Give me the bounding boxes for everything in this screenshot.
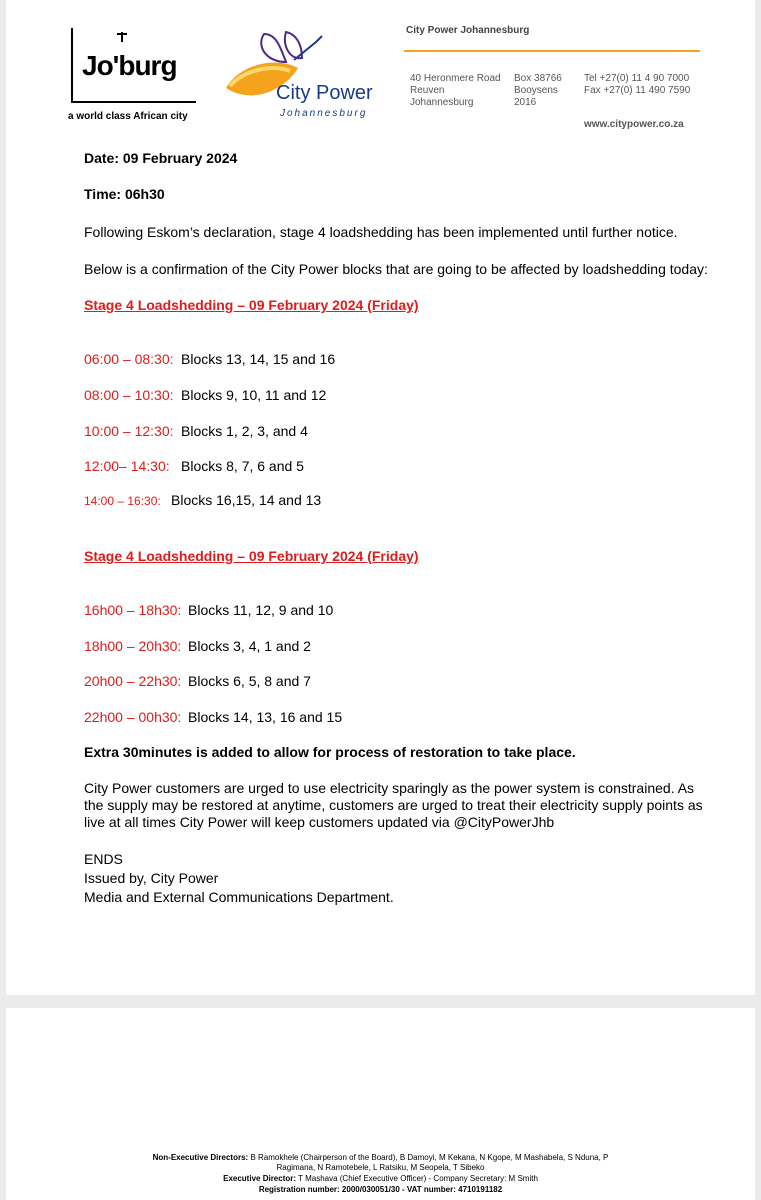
- signoff-block: [84, 850, 394, 907]
- website-link[interactable]: www.citypower.co.za: [584, 119, 684, 130]
- department: Media and External Communications Department.: [84, 889, 394, 905]
- advisory-line: the supply may be restored at anytime, customers are urged to treat their electricity supply points as: [84, 797, 703, 813]
- slot-time: 06:00 – 08:30:: [84, 351, 174, 367]
- slot-blocks: Blocks 8, 7, 6 and 5: [181, 458, 304, 474]
- fax-number: Fax +27(0) 11 490 7590: [584, 85, 691, 96]
- exec-director-line: [6, 1174, 755, 1184]
- nonexec-names: B Ramokhele (Chairperson of the Board), B Damoyi, M Kekana, N Kgope, M Mashabela, S Nduna, P: [250, 1153, 609, 1162]
- box-line: 2016: [514, 97, 537, 108]
- statement-page: [6, 0, 755, 995]
- exec-label: Executive Director:: [223, 1174, 297, 1183]
- slot-time: 16h00 – 18h30:: [84, 602, 182, 618]
- slot-blocks: Blocks 14, 13, 16 and 15: [188, 709, 343, 725]
- nonexec-directors-line2: Ragimana, N Ramotebele, L Ratsiku, M Seopela, T Sibeko: [276, 1163, 485, 1172]
- joburg-logo: [70, 24, 200, 104]
- header-rule: [404, 50, 700, 52]
- slot-time: 22h00 – 00h30:: [84, 709, 182, 725]
- slot-time: 10:00 – 12:30:: [84, 423, 174, 439]
- section1-heading: Stage 4 Loadshedding – 09 February 2024 (Friday): [84, 297, 419, 313]
- box-line: Box 38766: [514, 73, 562, 84]
- advisory-paragraph: [84, 780, 703, 831]
- footer-page: [6, 1008, 755, 1200]
- exec-text: T Mashava (Chief Executive Officer) - Company Secretary: M Smith: [298, 1174, 538, 1183]
- address-line: 40 Heronmere Road: [410, 73, 501, 84]
- slot-time: 08:00 – 10:30:: [84, 387, 174, 403]
- joburg-tagline: a world class African city: [68, 111, 188, 122]
- extra-note: Extra 30minutes is added to allow for process of restoration to take place.: [84, 744, 576, 760]
- slot-blocks: Blocks 3, 4, 1 and 2: [188, 638, 311, 654]
- tel-number: Tel +27(0) 11 4 90 7000: [584, 73, 690, 84]
- company-name: City Power Johannesburg: [406, 25, 530, 36]
- joburg-logo-text: Jo'burg: [82, 50, 177, 81]
- ends-label: ENDS: [84, 851, 123, 867]
- address-line: Johannesburg: [410, 97, 474, 108]
- advisory-line: live at all times City Power will keep customers updated via @CityPowerJhb: [84, 814, 555, 830]
- po-box-block: [514, 73, 562, 109]
- citypower-logo-name: City Power: [276, 82, 373, 104]
- advisory-line: City Power customers are urged to use electricity sparingly as the power system is constrained. As: [84, 780, 695, 796]
- registration-line: Registration number: 2000/030051/30 - VAT number: 4710191182: [258, 1185, 503, 1194]
- statement-intro: Following Eskom’s declaration, stage 4 loadshedding has been implemented until further notice.: [84, 224, 678, 240]
- address-line: Reuven: [410, 85, 445, 96]
- slot-time: 20h00 – 22h30:: [84, 673, 182, 689]
- issued-by: Issued by, City Power: [84, 870, 219, 886]
- nonexec-label: Non-Executive Directors:: [152, 1153, 249, 1162]
- slot-blocks: Blocks 9, 10, 11 and 12: [181, 387, 327, 403]
- statement-date: Date: 09 February 2024: [84, 150, 238, 166]
- slot-blocks: Blocks 6, 5, 8 and 7: [188, 673, 311, 689]
- statement-time: Time: 06h30: [84, 186, 165, 202]
- contact-block: [584, 73, 690, 97]
- citypower-logo: [220, 28, 400, 124]
- citypower-logo-sub: Johannesburg: [280, 108, 368, 119]
- slot-time: 18h00 – 20h30:: [84, 638, 182, 654]
- nonexec-directors-line1: [6, 1153, 755, 1163]
- address-block: [410, 73, 501, 109]
- slot-time: 12:00– 14:30:: [84, 458, 170, 474]
- slot-blocks: Blocks 16,15, 14 and 13: [171, 492, 322, 508]
- section2-heading: Stage 4 Loadshedding – 09 February 2024 (Friday): [84, 548, 419, 564]
- box-line: Booysens: [514, 85, 558, 96]
- slot-blocks: Blocks 11, 12, 9 and 10: [188, 602, 334, 618]
- slot-time: 14:00 – 16:30:: [84, 494, 161, 508]
- slot-blocks: Blocks 13, 14, 15 and 16: [181, 351, 336, 367]
- slot-blocks: Blocks 1, 2, 3, and 4: [181, 423, 308, 439]
- statement-confirmation: Below is a confirmation of the City Power blocks that are going to be affected by loadshedding today:: [84, 261, 708, 277]
